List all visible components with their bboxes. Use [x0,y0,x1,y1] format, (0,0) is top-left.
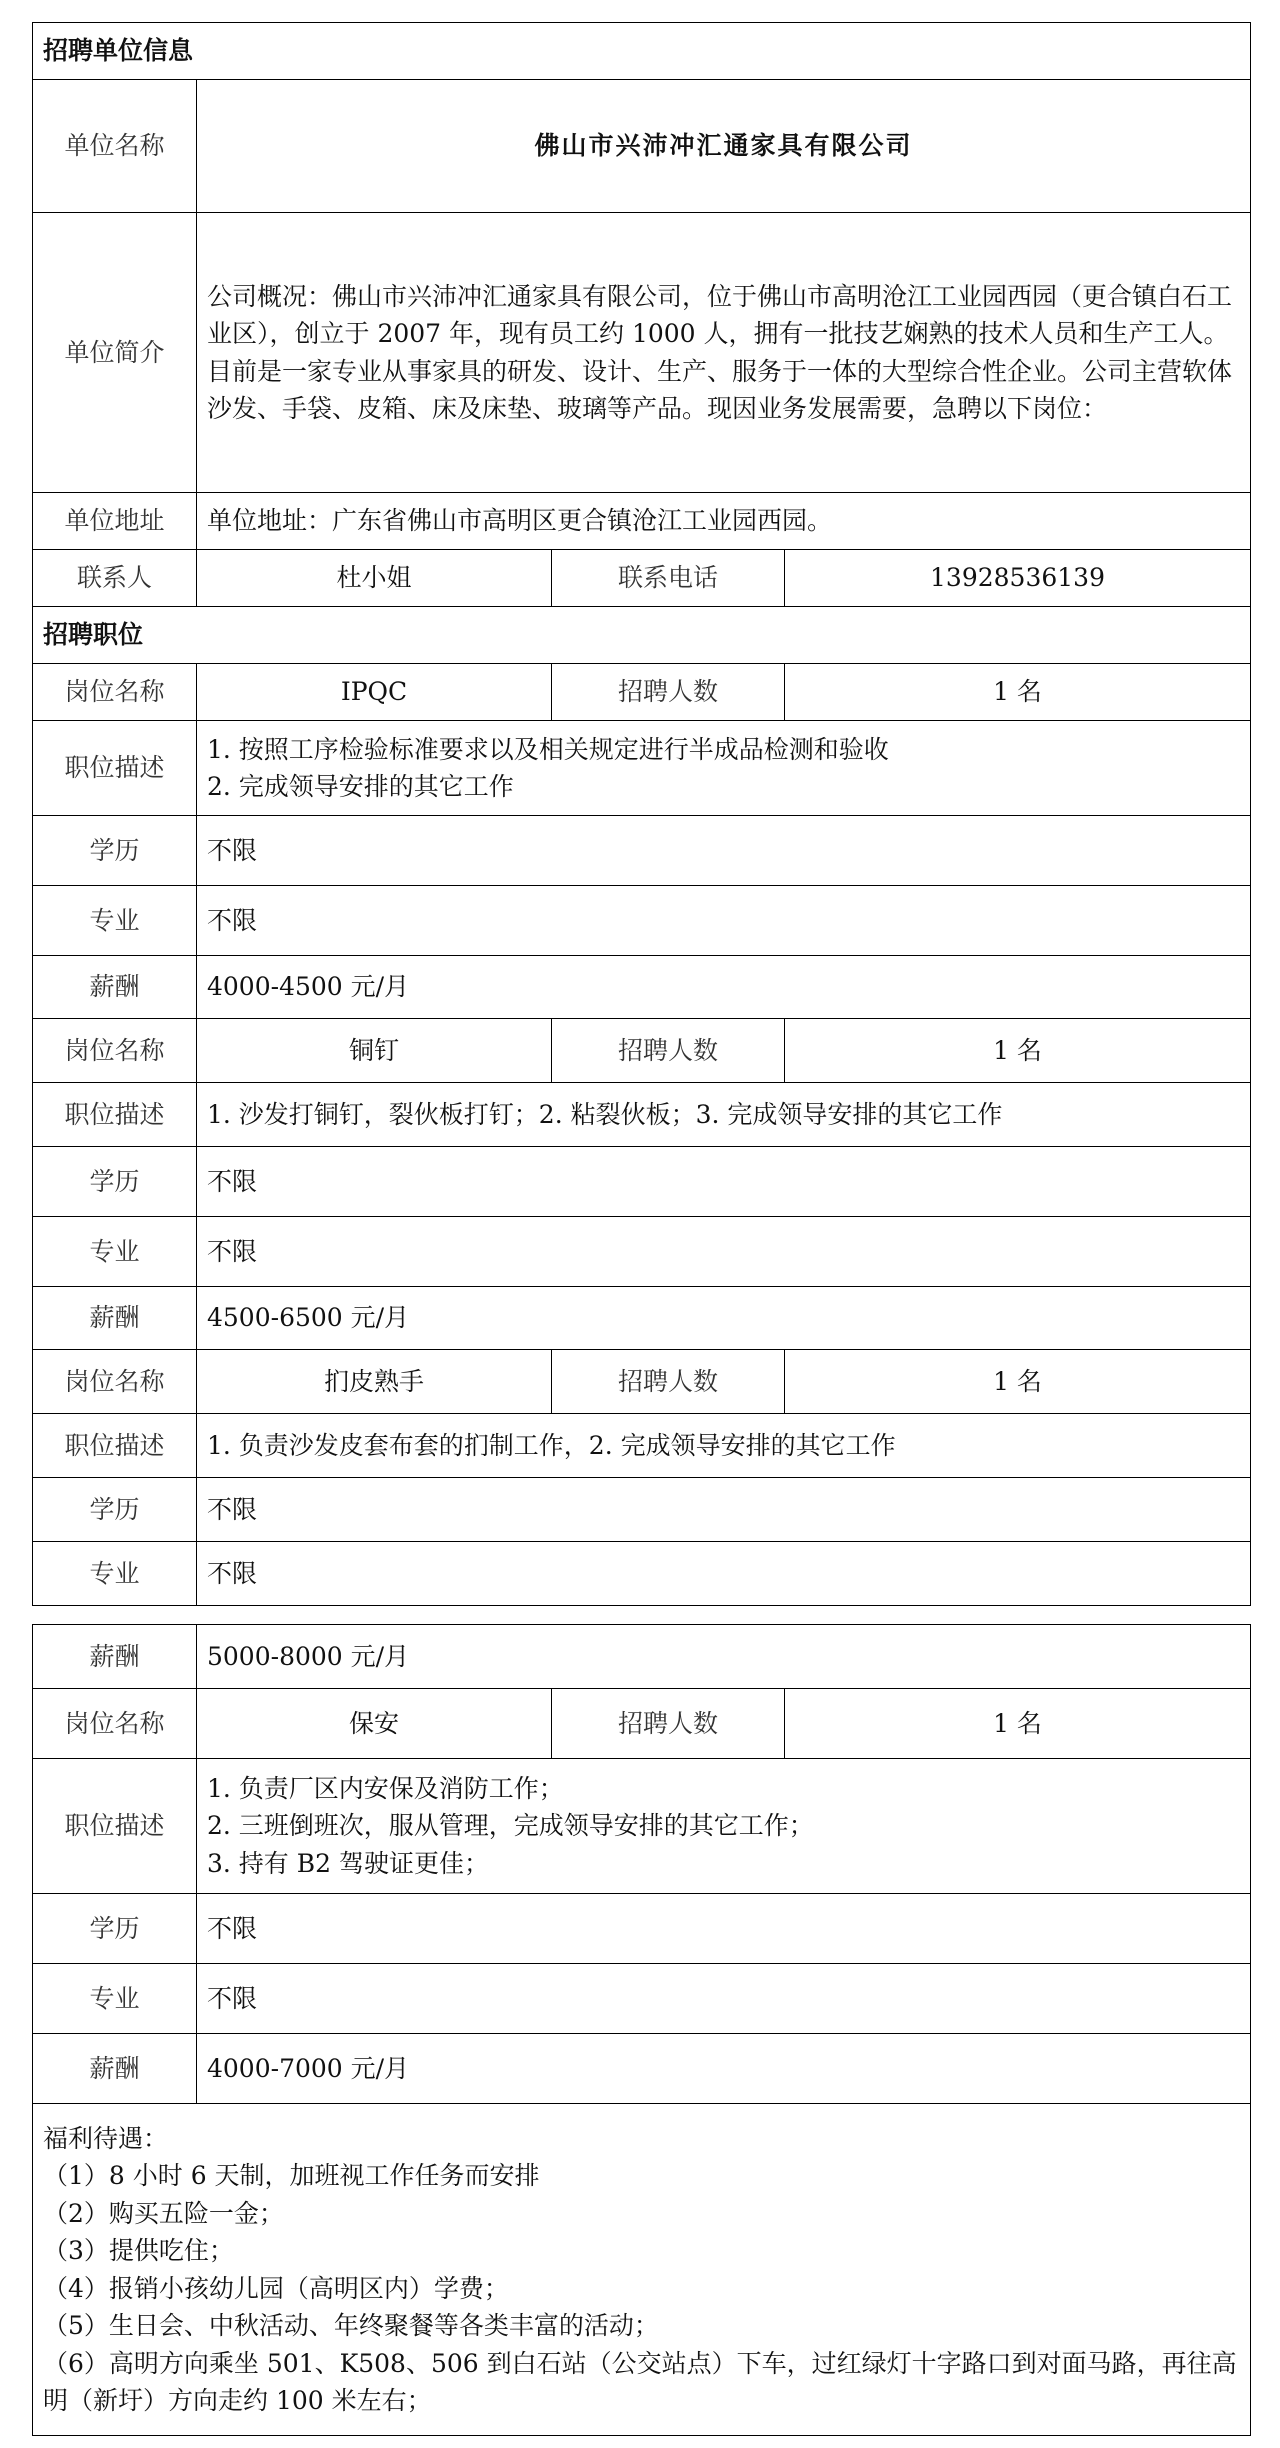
recruitment-table-part2 [32,1624,1251,2436]
education-label: 学历 [33,1147,197,1217]
count-label: 招聘人数 [552,664,785,721]
desc-label: 职位描述 [33,1083,197,1147]
position-count: 1 名 [785,1350,1251,1414]
positions-heading: 招聘职位 [33,607,1251,664]
education-label: 学历 [33,816,197,886]
desc-line: 3. 持有 B2 驾驶证更佳； [207,1848,489,1878]
welfare-item: （2）购买五险一金； [43,2198,284,2228]
position-major: 不限 [197,1217,1251,1287]
contact-phone: 13928536139 [785,550,1251,607]
desc-label: 职位描述 [33,1759,197,1894]
position-education: 不限 [197,1894,1251,1964]
welfare-item: （3）提供吃住； [43,2236,234,2265]
position-label: 岗位名称 [33,1350,197,1414]
contact-name: 杜小姐 [197,550,552,607]
education-label: 学历 [33,1894,197,1964]
desc-line: 1. 负责厂区内安保及消防工作； [207,1773,564,1803]
education-label: 学历 [33,1478,197,1542]
salary-label: 薪酬 [33,1287,197,1350]
major-label: 专业 [33,1217,197,1287]
position-desc [197,721,1251,816]
welfare-item: （5）生日会、中秋活动、年终聚餐等各类丰富的活动； [43,2311,659,2340]
company-intro-label: 单位简介 [33,213,197,493]
position-major: 不限 [197,886,1251,956]
position-major: 不限 [197,1964,1251,2034]
company-name-label: 单位名称 [33,80,197,213]
position-label: 岗位名称 [33,664,197,721]
position-salary: 4000-7000 元/月 [197,2034,1251,2104]
desc-label: 职位描述 [33,721,197,816]
company-intro: 公司概况：佛山市兴沛冲汇通家具有限公司，位于佛山市高明沧江工业园西园（更合镇白石工业区），创立于 2007 年，现有员工约 1000 人，拥有一批技艺娴熟的技术人员和生产工人。目前是一家专业从事家具的研发、设计、生产、服务于一体的大型综合性企业。公司主营软体沙发、手袋、皮箱、床及床垫、玻璃等产品。现因业务发展需要，急聘以下岗位： [197,213,1251,493]
position-name: 铜钉 [197,1019,552,1083]
position-count: 1 名 [785,1019,1251,1083]
contact-label: 联系人 [33,550,197,607]
welfare-item: （4）报销小孩幼儿园（高明区内）学费； [43,2273,509,2303]
position-desc [197,1759,1251,1894]
desc-label: 职位描述 [33,1414,197,1478]
welfare-item: （6）高明方向乘坐 501、K508、506 到白石站（公交站点）下车，过红绿灯十字路口到对面马路，再往高明（新圩）方向走约 100 米左右； [43,2348,1237,2415]
desc-line: 2. 完成领导安排的其它工作 [207,772,514,801]
company-address-label: 单位地址 [33,493,197,550]
position-salary: 4000-4500 元/月 [197,956,1251,1019]
company-name: 佛山市兴沛冲汇通家具有限公司 [197,80,1251,213]
major-label: 专业 [33,1964,197,2034]
company-address: 单位地址：广东省佛山市高明区更合镇沧江工业园西园。 [197,493,1251,550]
position-name: IPQC [197,664,552,721]
position-major: 不限 [197,1542,1251,1606]
position-name: 保安 [197,1689,552,1759]
desc-line: 1. 按照工序检验标准要求以及相关规定进行半成品检测和验收 [207,734,889,764]
position-count: 1 名 [785,1689,1251,1759]
recruitment-table-part1 [32,22,1251,1606]
company-section-heading: 招聘单位信息 [33,23,1251,80]
position-name: 扪皮熟手 [197,1350,552,1414]
position-count: 1 名 [785,664,1251,721]
desc-line: 2. 三班倒班次，服从管理，完成领导安排的其它工作； [207,1811,814,1841]
salary-label: 薪酬 [33,2034,197,2104]
position-row [33,664,1251,721]
position-education: 不限 [197,1478,1251,1542]
position-label: 岗位名称 [33,1019,197,1083]
position-education: 不限 [197,816,1251,886]
count-label: 招聘人数 [552,1019,785,1083]
position-desc: 1. 负责沙发皮套布套的扪制工作，2. 完成领导安排的其它工作 [197,1414,1251,1478]
welfare-section [33,2104,1251,2436]
salary-label: 薪酬 [33,1625,197,1689]
major-label: 专业 [33,1542,197,1606]
position-label: 岗位名称 [33,1689,197,1759]
welfare-heading: 福利待遇： [43,2123,169,2153]
count-label: 招聘人数 [552,1689,785,1759]
position-salary: 5000-8000 元/月 [197,1625,1251,1689]
position-salary: 4500-6500 元/月 [197,1287,1251,1350]
major-label: 专业 [33,886,197,956]
salary-label: 薪酬 [33,956,197,1019]
count-label: 招聘人数 [552,1350,785,1414]
phone-label: 联系电话 [552,550,785,607]
welfare-item: （1）8 小时 6 天制，加班视工作任务而安排 [43,2161,540,2190]
position-desc: 1. 沙发打铜钉，裂伙板打钉；2. 粘裂伙板；3. 完成领导安排的其它工作 [197,1083,1251,1147]
position-education: 不限 [197,1147,1251,1217]
